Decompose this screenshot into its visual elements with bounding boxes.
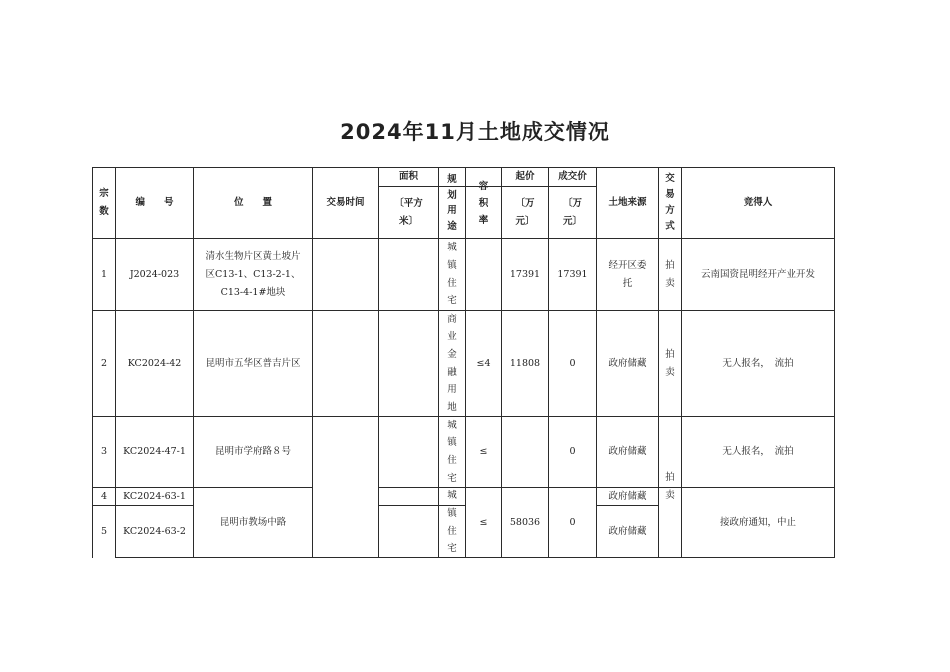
row-usage: 城镇住宅: [447, 242, 457, 307]
row-land-source: 政府储藏: [608, 446, 647, 457]
row-trade-method: 拍卖: [665, 472, 675, 501]
row-winner: 无人报名， 流拍: [722, 357, 794, 369]
row-deal-price: 17391: [557, 268, 588, 280]
header-far: 容积率: [478, 180, 489, 226]
row-no: 5: [100, 525, 108, 537]
row-deal-price: 0: [569, 357, 576, 369]
row-winner: 无人报名， 流拍: [722, 446, 794, 457]
row-land-source: 经开区委托: [608, 259, 647, 289]
row-far: ≤: [479, 516, 488, 528]
row-no: 1: [100, 268, 108, 280]
header-area: 面积: [398, 171, 418, 182]
header-usage: 规划用途: [447, 174, 457, 232]
header-winner: 竞得人: [743, 197, 773, 208]
row-start-price: 58036: [509, 516, 541, 528]
table-rule: [834, 167, 835, 558]
header-area-unit: 〔平方米〕: [394, 197, 423, 227]
row-code: KC2024-63-2: [123, 525, 186, 537]
row-location: 昆明市五华区普吉片区: [205, 357, 301, 369]
row-far: ≤4: [476, 357, 491, 369]
row-deal-price: 0: [569, 516, 576, 528]
row-code: J2024-023: [129, 268, 180, 280]
row-trade-method: 拍卖: [665, 259, 675, 289]
row-code: KC2024-47-1: [123, 446, 186, 457]
header-start-price-unit: 〔万元〕: [515, 197, 535, 227]
row-code: KC2024-63-1: [123, 490, 186, 502]
row-code: KC2024-42: [127, 357, 182, 369]
header-trade-time: 交易时间: [326, 197, 365, 208]
row-trade-method: 拍卖: [665, 348, 675, 378]
row-usage: 商业金融用地: [447, 313, 457, 413]
row-deal-price: 0: [569, 446, 576, 457]
table-rule: [115, 557, 834, 558]
header-no: 宗数: [99, 188, 109, 217]
header-location: 位 置: [233, 197, 272, 208]
row-location: 清水生物片区黄土坡片区C13-1、C13-2-1、C13-4-1#地块: [205, 250, 301, 298]
row-no: 3: [100, 446, 108, 457]
row-land-source: 政府储藏: [608, 490, 647, 502]
row-usage: 城镇住宅: [447, 490, 457, 555]
row-winner: 接政府通知，中止: [719, 516, 796, 528]
row-location: 昆明市教场中路: [219, 516, 287, 528]
page-title: 2024年11月土地成交情况: [340, 120, 610, 144]
row-usage: 城镇住宅: [447, 419, 457, 484]
header-code: 编 号: [135, 197, 174, 208]
header-deal-price-unit: 〔万元〕: [562, 197, 582, 227]
row-start-price: 11808: [509, 357, 541, 369]
header-land-source: 土地来源: [608, 197, 647, 208]
row-no: 4: [100, 490, 108, 502]
header-deal-price: 成交价: [558, 171, 587, 182]
row-land-source: 政府储藏: [608, 357, 647, 369]
header-trade-method: 交易方式: [665, 173, 675, 232]
row-location: 昆明市学府路８号: [214, 446, 291, 457]
row-start-price: 17391: [509, 268, 541, 280]
row-no: 2: [100, 357, 108, 369]
row-land-source: 政府储藏: [608, 525, 647, 537]
row-winner: 云南国资昆明经开产业开发: [700, 268, 815, 280]
row-far: ≤: [479, 446, 488, 457]
header-start-price: 起价: [515, 171, 535, 182]
